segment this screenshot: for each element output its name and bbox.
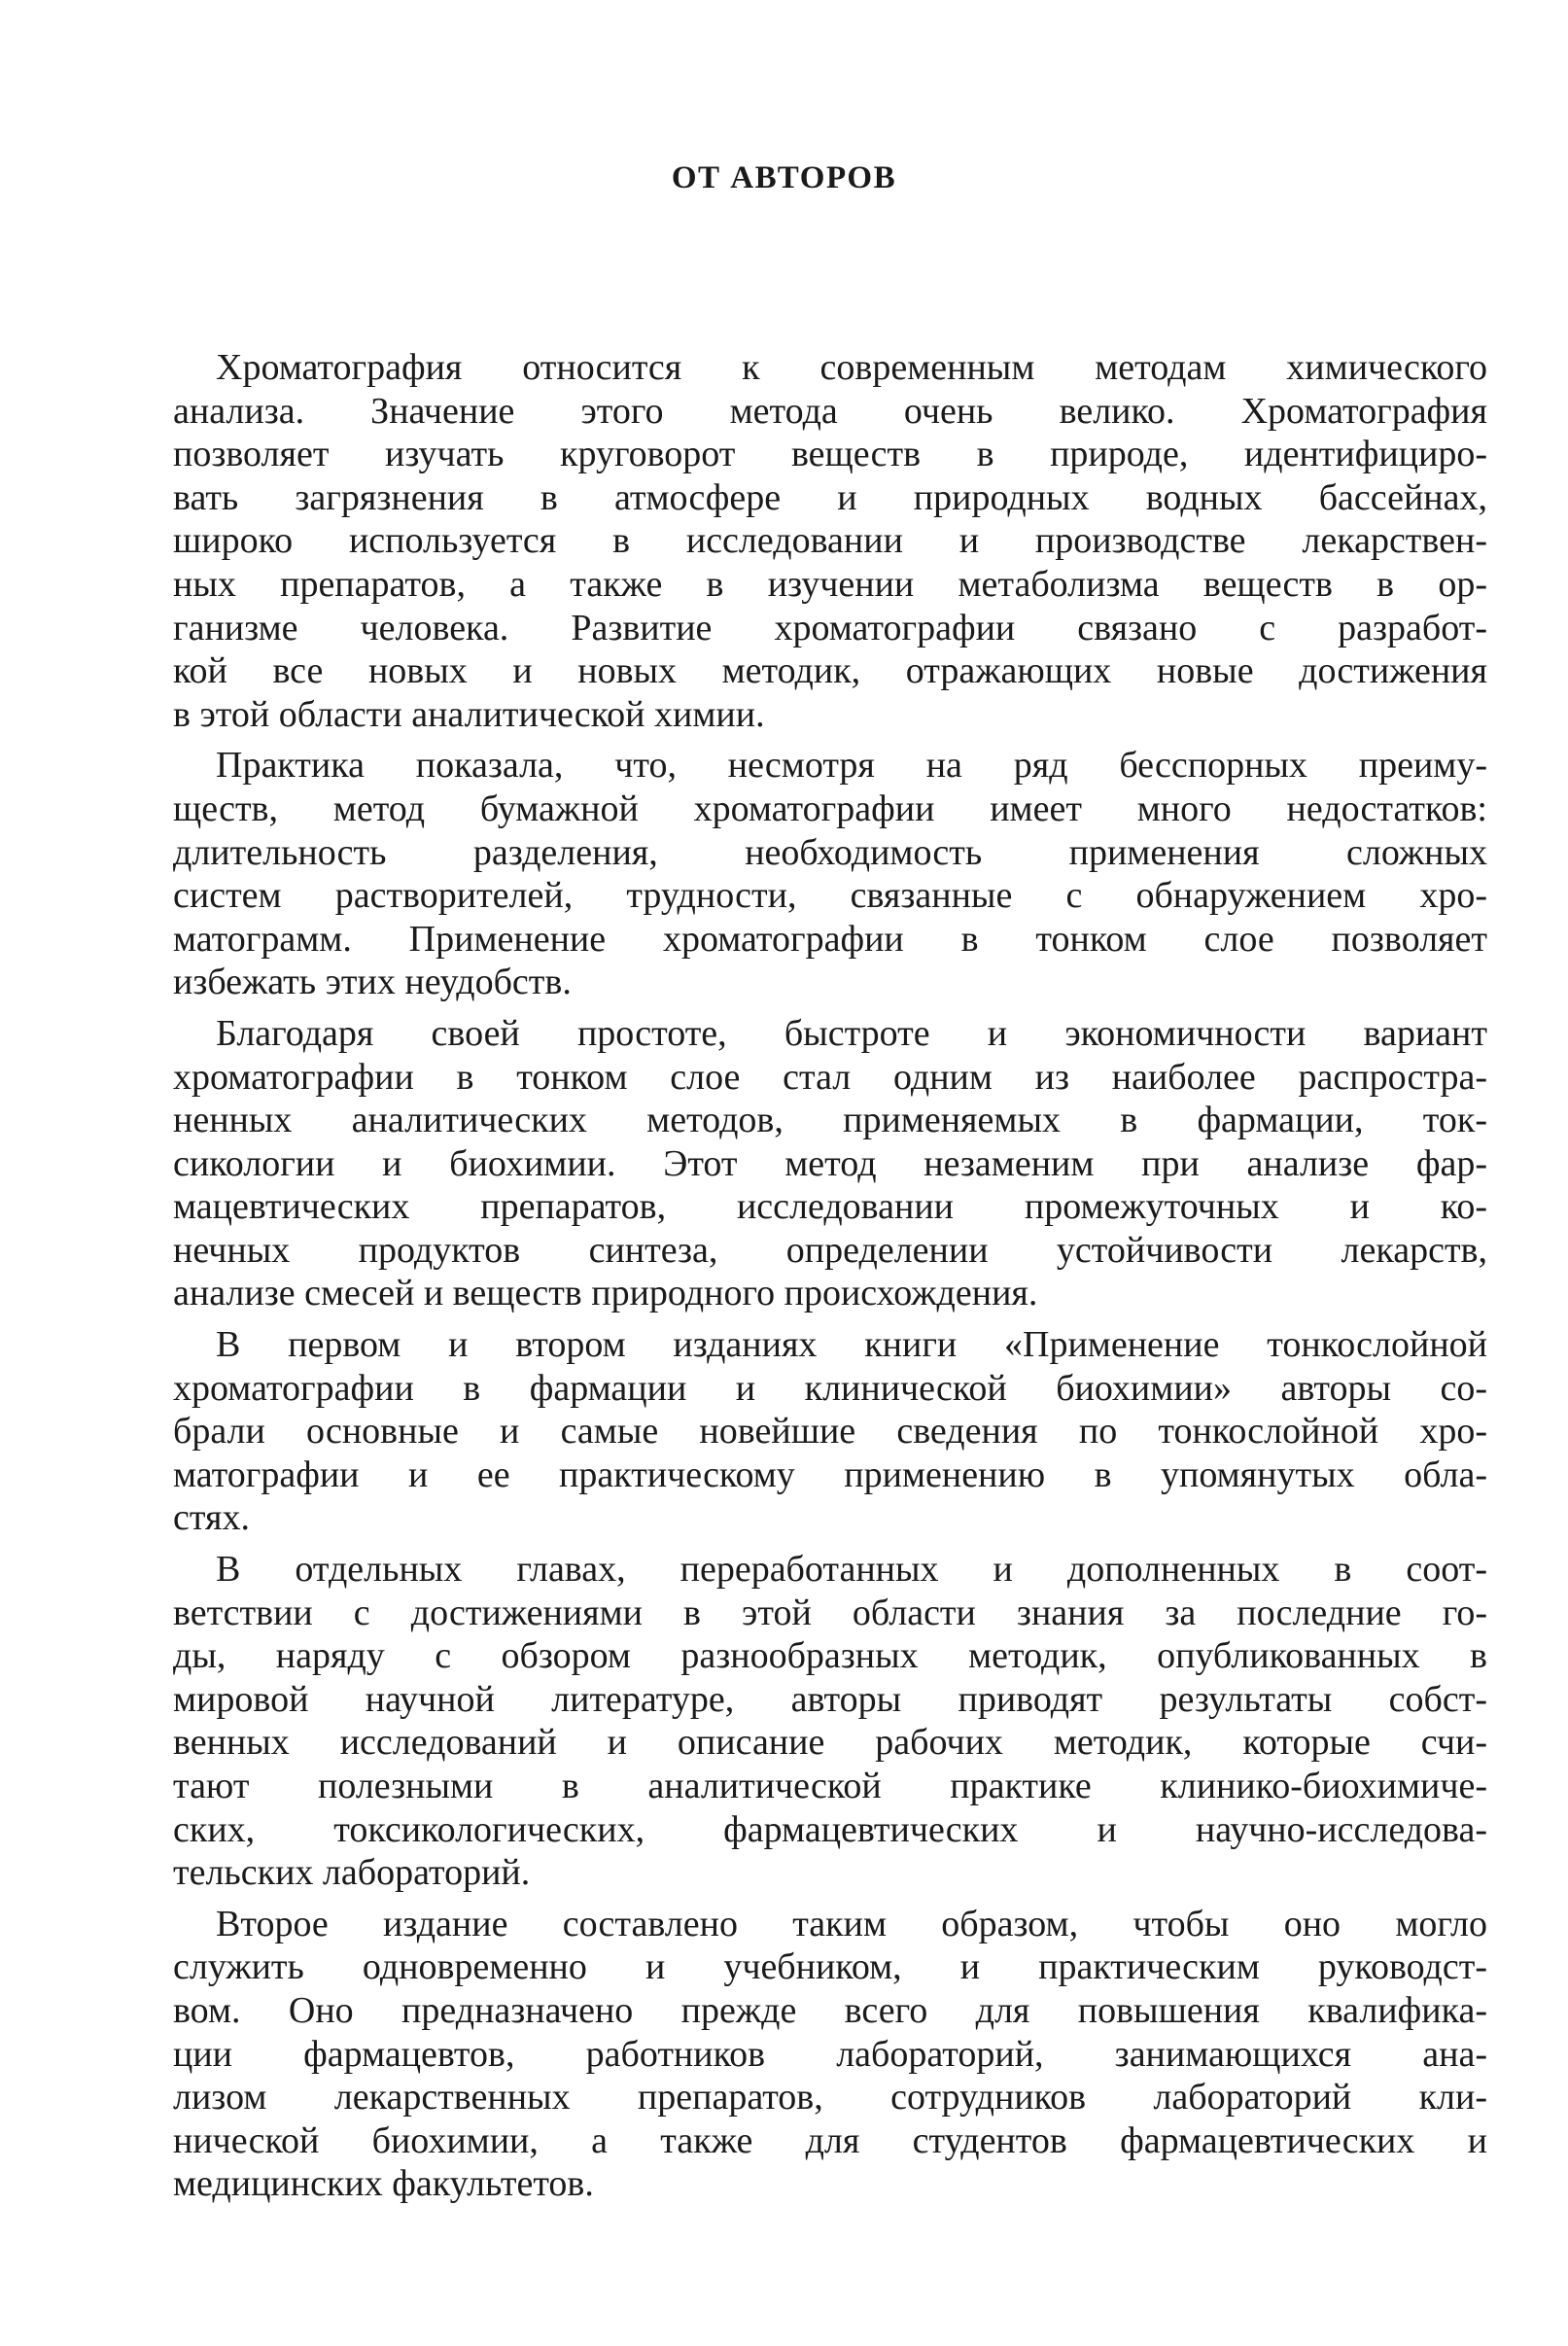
text-line: широко используется в исследовании и производстве лекарствен- bbox=[173, 520, 1487, 562]
page-title: ОТ АВТОРОВ bbox=[671, 160, 897, 195]
text-line: лизом лекарственных препаратов, сотрудников лабораторий кли- bbox=[173, 2077, 1487, 2118]
text-line: ганизме человека. Развитие хроматографии связано с разработ- bbox=[173, 607, 1487, 648]
text-line: систем растворителей, трудности, связанные с обнаружением хро- bbox=[173, 875, 1487, 917]
text-line: вом. Оно предназначено прежде всего для повышения квалифика- bbox=[173, 1989, 1487, 2031]
text-line: ды, наряду с обзором разнообразных методик, опубликованных в bbox=[173, 1635, 1487, 1677]
text-line: В отдельных главах, переработанных и дополненных в соот- bbox=[216, 1549, 1487, 1591]
paragraph-3 bbox=[173, 1012, 1487, 1315]
paragraph-1 bbox=[173, 346, 1487, 736]
text-line: Благодаря своей простоте, быстроте и экономичности вариант bbox=[216, 1012, 1487, 1054]
text-line: ции фармацевтов, работников лабораторий, занимающихся ана- bbox=[173, 2033, 1487, 2075]
text-line: Хроматография относится к современным методам химического bbox=[216, 347, 1487, 388]
text-line: ветствии с достижениями в этой области знания за последние го- bbox=[173, 1592, 1487, 1633]
text-line: длительность разделения, необходимость применения сложных bbox=[173, 831, 1487, 873]
paragraph-2 bbox=[173, 744, 1487, 1004]
text-line: медицинских факультетов. bbox=[173, 2163, 594, 2205]
text-line: вать загрязнения в атмосфере и природных водных бассейнах, bbox=[173, 476, 1487, 518]
text-line: тельских лабораторий. bbox=[173, 1852, 531, 1894]
text-line: позволяет изучать круговорот веществ в природе, идентифициро- bbox=[173, 434, 1487, 475]
paragraph-5 bbox=[173, 1548, 1487, 1895]
text-line: мацевтических препаратов, исследовании промежуточных и ко- bbox=[173, 1186, 1487, 1228]
text-line: кой все новых и новых методик, отражающих новые достижения bbox=[173, 650, 1487, 692]
text-line: избежать этих неудобств. bbox=[173, 962, 572, 1003]
text-line: ществ, метод бумажной хроматографии имеет много недостатков: bbox=[173, 788, 1487, 829]
text-line: ных препаратов, а также в изучении метаболизма веществ в ор- bbox=[173, 563, 1487, 605]
text-line: ских, токсикологических, фармацевтических и научно-исследова- bbox=[173, 1808, 1487, 1850]
text-line: стях. bbox=[173, 1497, 250, 1539]
text-line: нечных продуктов синтеза, определении устойчивости лекарств, bbox=[173, 1229, 1487, 1271]
text-line: Практика показала, что, несмотря на ряд бесспорных преиму- bbox=[216, 745, 1487, 787]
text-line: хроматографии в фармации и клинической биохимии» авторы со- bbox=[173, 1367, 1487, 1409]
text-line: венных исследований и описание рабочих методик, которые счи- bbox=[173, 1722, 1487, 1764]
text-line: анализе смесей и веществ природного происхождения. bbox=[173, 1273, 1038, 1314]
body-text bbox=[173, 346, 1487, 2214]
text-line: служить одновременно и учебником, и практическим руководст- bbox=[173, 1946, 1487, 1988]
text-line: матограмм. Применение хроматографии в тонком слое позволяет bbox=[173, 918, 1487, 960]
text-line: Второе издание составлено таким образом, чтобы оно могло bbox=[216, 1903, 1487, 1944]
text-line: В первом и втором изданиях книги «Применение тонкослойной bbox=[216, 1324, 1487, 1366]
text-line: в этой области аналитической химии. bbox=[173, 693, 765, 735]
paragraph-6 bbox=[173, 1903, 1487, 2206]
text-line: нической биохимии, а также для студентов фармацевтических и bbox=[173, 2119, 1487, 2161]
text-line: хроматографии в тонком слое стал одним из наиболее распростра- bbox=[173, 1056, 1487, 1098]
text-line: тают полезными в аналитической практике клинико-биохимиче- bbox=[173, 1766, 1487, 1806]
text-line: сикологии и биохимии. Этот метод незаменим при анализе фар- bbox=[173, 1142, 1487, 1184]
text-line: брали основные и самые новейшие сведения по тонкослойной хро- bbox=[173, 1411, 1487, 1453]
text-line: матографии и ее практическому применению в упомянутых обла- bbox=[173, 1453, 1487, 1495]
paragraph-4 bbox=[173, 1323, 1487, 1540]
text-line: анализа. Значение этого метода очень велико. Хроматография bbox=[173, 390, 1487, 432]
text-line: мировой научной литературе, авторы приводят результаты собст- bbox=[173, 1678, 1487, 1720]
text-line: ненных аналитических методов, применяемых в фармации, ток- bbox=[173, 1100, 1487, 1141]
